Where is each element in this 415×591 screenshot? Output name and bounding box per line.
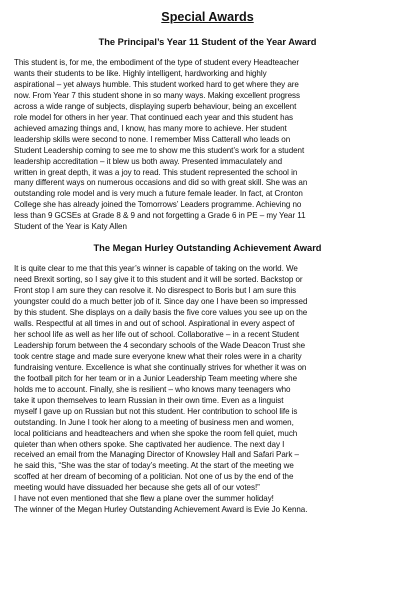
text-line: College she has already joined the Tomorrows’ Leaders programme. Achieving no [14, 200, 302, 210]
text-line: youngster could do a much better job of it. Since day one I have been so impressed [14, 297, 308, 307]
text-line: leadership skills were second to none. I remember Miss Catterall who leads on [14, 134, 291, 144]
award-section-outstanding-achievement [14, 243, 401, 516]
text-line: need Brexit sorting, so I say give it to this student and it will be sorted. Backstop or [14, 275, 303, 285]
award-section-student-of-year [14, 37, 401, 233]
text-line: meeting would have dissuaded her because she gets all of our votes!” [14, 483, 260, 493]
section-heading: The Principal’s Year 11 Student of the Year Award [98, 37, 317, 47]
text-line: he said this, “She was the star of today’s meeting. At the start of the meeting we [14, 461, 294, 471]
text-line: across a wide range of subjects, displaying superb behaviour, being an excellent [14, 101, 297, 111]
page-title: Special Awards [161, 10, 254, 24]
text-line: achieved amazing things and, I know, has many more to achieve. Her student [14, 123, 287, 133]
text-line: This student is, for me, the embodiment of the type of student every Headteacher [14, 58, 299, 67]
text-line: Leadership forum between the 4 secondary schools of the Wade Deacon Trust she [14, 340, 306, 350]
text-line: Front stop I am sure they can resolve it. No disrespect to Boris but I am sure this [14, 286, 297, 296]
text-line: It is quite clear to me that this year’s winner is capable of taking on the world. We [14, 264, 298, 274]
text-line: Student of the Year is Katy Allen [14, 222, 127, 232]
text-line: many different ways on numerous occasions and did so with great skill. She was an [14, 178, 308, 188]
text-line: walls. Respectful at all times in and out of school. Aspirational in every aspect of [14, 319, 295, 329]
text-line: by this student. She displays on a daily basis the five core values you see up on the [14, 308, 308, 318]
text-line: her school life as well as her life out of school. Collaborative – in a recent Student [14, 329, 300, 339]
text-line: took centre stage and made sure everyone knew what their roles were in a charity [14, 351, 302, 361]
text-line: the football pitch for her team or in a Junior Leadership Team meeting where she [14, 373, 298, 383]
text-line: The winner of the Megan Hurley Outstanding Achievement Award is Evie Jo Kenna. [14, 505, 308, 515]
text-line: leadership accreditation – it blew us both away. Presented immaculately and [14, 156, 283, 166]
text-line: less than 9 GCSEs at Grade 8 & 9 and not forgetting a Grade 6 in PE – my Year 11 [14, 211, 306, 221]
text-line: local politicians and headteachers and when she spoke the room fell quiet, much [14, 428, 298, 438]
text-line: Student Leadership coming to see me to show me this student’s work for a student [14, 145, 305, 155]
text-line: take it upon themselves to learn Russian in their own time. Even as a linguist [14, 395, 284, 405]
text-line: written in great depth, it was a joy to read. This student represented the school in [14, 167, 298, 177]
text-line: now. From Year 7 this student shone in so many ways. Making excellent progress [14, 90, 300, 100]
text-line: myself I gave up on Russian but not this student. Her contribution to school life is [14, 406, 298, 416]
section-heading: The Megan Hurley Outstanding Achievement Award [93, 243, 322, 254]
section-body [14, 264, 401, 516]
text-line: wants their students to be like. Highly intelligent, hardworking and highly [14, 68, 267, 78]
section-body [14, 58, 401, 233]
text-line: quieter than when others spoke. She captivated her audience. The next day I [14, 439, 285, 449]
text-line: outstanding. In June I took her along to a meeting of business men and women, [14, 417, 294, 427]
text-line: role model for others in her year. That continued each year and this student has [14, 112, 294, 122]
text-line: fundraising venture. Excellence is what she continually strives for whether it was on [14, 362, 307, 372]
text-line: aspirational – yet always humble. This student worked hard to get where they are [14, 79, 299, 89]
text-line: received an email from the Managing Director of Knowsley Hall and Safari Park – [14, 450, 299, 460]
text-line: I have not even mentioned that she flew a plane over the summer holiday! [14, 494, 274, 504]
text-line: outstanding role model and is very much a future female leader. In fact, at Cronton [14, 189, 303, 199]
text-line: scoffed at her dream of becoming of a politician. Not one of us by the end of the [14, 472, 294, 482]
text-line: holds me to account. Finally, she is resilient – who knows many teenagers who [14, 384, 291, 394]
